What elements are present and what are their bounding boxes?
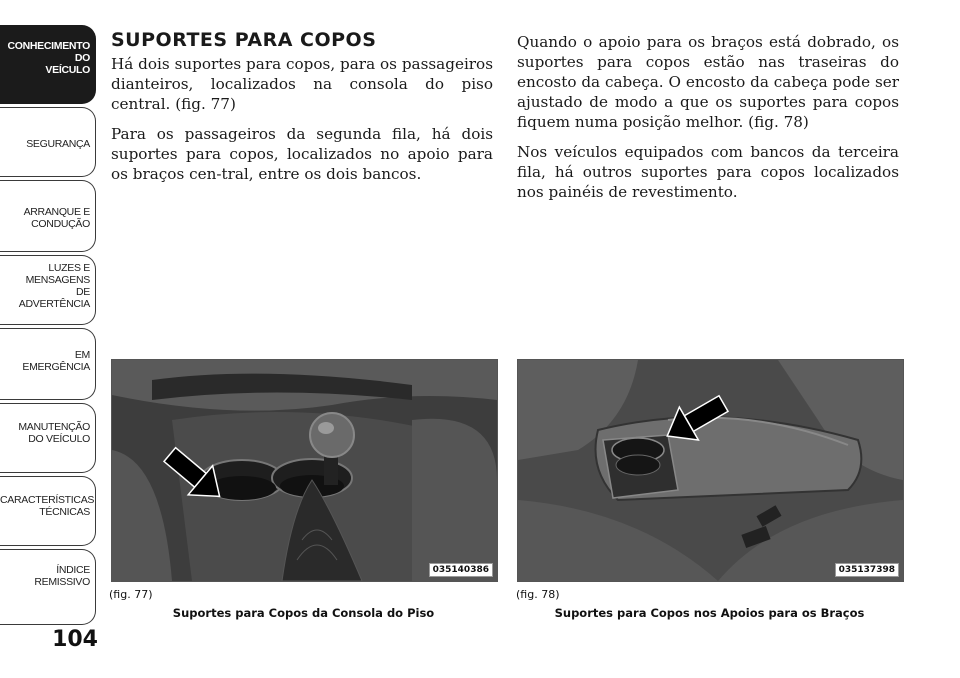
- tab-label-line: REMISSIVO: [34, 576, 90, 588]
- figure-78-armrest-cup-holders: [517, 359, 904, 582]
- tab-arranque-e-conducao[interactable]: [0, 180, 96, 252]
- tab-label-line: MENSAGENS: [25, 274, 90, 286]
- tab-label-line: DO VEÍCULO: [28, 433, 90, 445]
- tab-caracteristicas-tecnicas[interactable]: [0, 476, 96, 546]
- tab-label-line: SEGURANÇA: [26, 138, 90, 150]
- figure-code: 035140386: [429, 563, 493, 577]
- tab-label-line: MANUTENÇÃO: [18, 421, 90, 433]
- figure-reference: (fig. 78): [516, 588, 560, 601]
- tab-label-line: CARACTERÍSTICAS: [0, 494, 95, 506]
- tab-seguranca[interactable]: [0, 107, 96, 177]
- tab-label-line: ADVERTÊNCIA: [18, 298, 90, 310]
- tab-conhecimento-do-veiculo[interactable]: [0, 25, 96, 104]
- tab-label-line: DE: [76, 286, 90, 298]
- tab-label-line: EM: [74, 349, 90, 361]
- tab-label-line: DO: [74, 52, 90, 64]
- armrest-cupholder-illustration: [518, 360, 903, 581]
- section-title: SUPORTES PARA COPOS: [111, 29, 377, 51]
- tab-label-line: LUZES E: [48, 262, 90, 274]
- tab-label-line: ÍNDICE: [56, 564, 90, 576]
- tab-label-line: VEÍCULO: [45, 64, 90, 76]
- tab-label-line: ARRANQUE E: [23, 206, 90, 218]
- tab-luzes-e-mensagens[interactable]: [0, 255, 96, 325]
- tab-label-line: TÉCNICAS: [39, 506, 90, 518]
- tab-label-line: CONHECIMENTO: [7, 40, 90, 52]
- tab-label-line: EMERGÊNCIA: [22, 361, 90, 373]
- page-number: 104: [52, 627, 98, 652]
- right-text-column: [517, 28, 899, 212]
- console-cupholder-illustration: [112, 360, 497, 581]
- figure-77-console-cup-holders: [111, 359, 498, 582]
- figure-code: 035137398: [835, 563, 899, 577]
- paragraph: Nos veículos equipados com bancos da terceira fila, há outros suportes para copos localizados nos painéis de revestimento.: [517, 143, 899, 201]
- paragraph: Há dois suportes para copos, para os passageiros dianteiros, localizados na consola do piso central. (fig. 77): [111, 55, 493, 113]
- figure-caption: Suportes para Copos nos Apoios para os Braços: [554, 606, 865, 620]
- figure-caption: Suportes para Copos da Consola do Piso: [172, 606, 435, 620]
- tab-manutencao-do-veiculo[interactable]: [0, 403, 96, 473]
- paragraph: Para os passageiros da segunda fila, há dois suportes para copos, localizados no apoio para os braços cen-tral, entre os dois bancos.: [111, 125, 493, 183]
- tab-label-line: CONDUÇÃO: [31, 218, 90, 230]
- figure-reference: (fig. 77): [109, 588, 153, 601]
- left-text-column: [111, 28, 493, 194]
- tab-em-emergencia[interactable]: [0, 328, 96, 400]
- paragraph: Quando o apoio para os braços está dobrado, os suportes para copos estão nas traseiras do encosto da cabeça. O encosto da cabeça pode ser ajustado de modo a que os suportes para copos fiquem numa posição melhor. (fig. 78): [517, 33, 899, 131]
- tab-indice-remissivo[interactable]: [0, 549, 96, 625]
